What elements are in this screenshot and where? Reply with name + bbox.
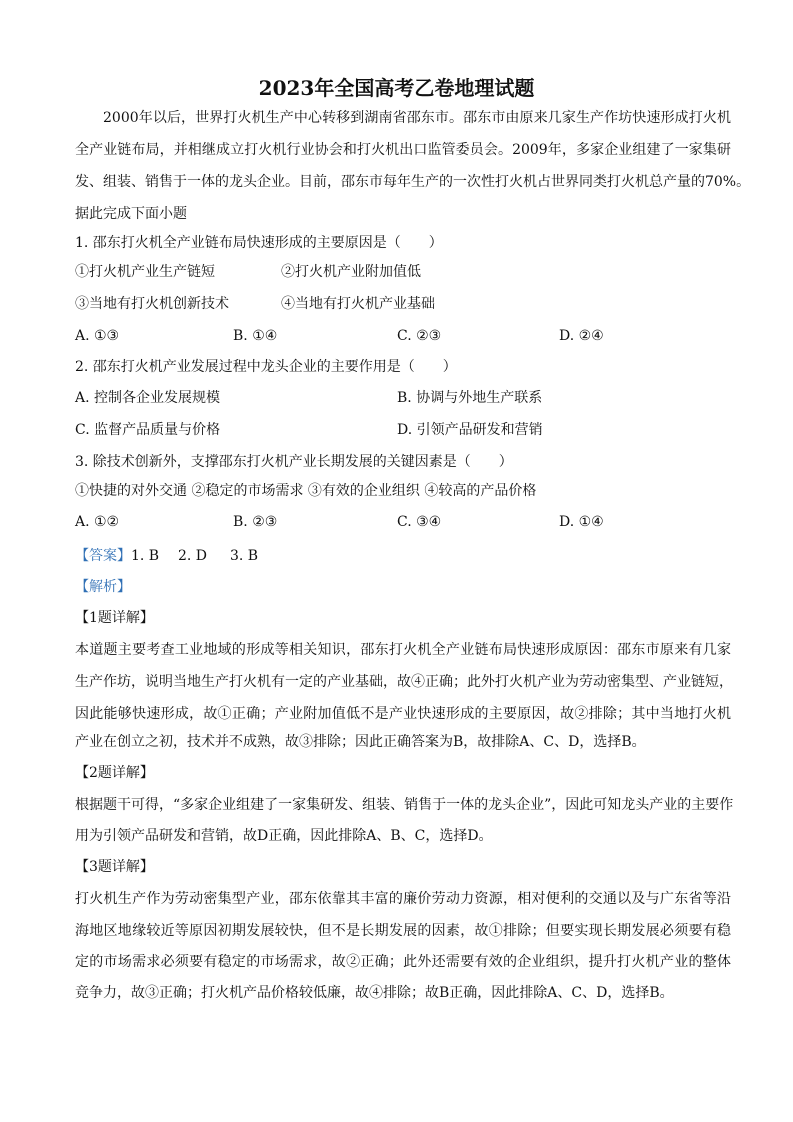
question-1-items xyxy=(75,261,731,283)
intro-line: 全产业链布局，并相继成立打火机行业协会和打火机出口监管委员会。2009年，多家企业组建了一家集研 xyxy=(75,142,731,158)
intro-line: 2000年以后，世界打火机生产中心转移到湖南省邵东市。邵东市由原来几家生产作坊快速形成打火机 xyxy=(103,110,731,126)
detail-line: 打火机生产作为劳动密集型产业，邵东依靠其丰富的廉价劳动力资源，相对便利的交通以及与广东省等沿 xyxy=(75,891,731,907)
option-c: C. ③④ xyxy=(397,514,442,530)
detail-line: 产业在创立之初，技术并不成熟，故③排除；因此正确答案为B，故排除A、C、D，选择B。 xyxy=(75,734,646,750)
question-3-options xyxy=(75,511,731,533)
detail-line: 生产作坊，说明当地生产打火机有一定的产业基础，故④正确；此外打火机产业为劳动密集型、产业链短， xyxy=(75,674,733,690)
answer-value: 2. D xyxy=(178,548,208,564)
item: ④当地有打火机产业基础 xyxy=(281,296,435,312)
detail-1-heading: 【1题详解】 xyxy=(75,610,154,626)
detail-line: 用为引领产品研发和营销，故D正确，因此排除A、B、C，选择D。 xyxy=(75,828,493,844)
question-2-options xyxy=(75,387,731,409)
question-3-stem: 3. 除技术创新外，支撑邵东打火机产业长期发展的关键因素是（ ） xyxy=(75,454,513,470)
detail-line: 本道题主要考查工业地域的形成等相关知识，邵东打火机全产业链布局快速形成原因：邵东市原来有几家 xyxy=(75,642,731,658)
question-1-options xyxy=(75,325,731,347)
answer-label: 【答案】 xyxy=(75,548,131,564)
question-3-items: ①快捷的对外交通 ②稳定的市场需求 ③有效的企业组织 ④较高的产品价格 xyxy=(75,483,537,499)
analysis-label: 【解析】 xyxy=(75,579,131,595)
question-1-items xyxy=(75,293,731,315)
question-2-options xyxy=(75,419,731,441)
detail-line: 因此能够快速形成，故①正确；产业附加值低不是产业快速形成的主要原因，故②排除；其中当地打火机 xyxy=(75,706,731,722)
detail-3-heading: 【3题详解】 xyxy=(75,859,154,875)
option-b: B. ①④ xyxy=(233,328,278,344)
option-c: C. ②③ xyxy=(397,328,442,344)
intro-line: 发、组装、销售于一体的龙头企业。目前，邵东市每年生产的一次性打火机占世界同类打火机总产量的70%。 xyxy=(75,174,751,190)
answer-value: 3. B xyxy=(230,548,259,564)
detail-line: 定的市场需求必须要有稳定的市场需求，故②正确；此外还需要有效的企业组织，提升打火机产业的整体 xyxy=(75,954,731,970)
item: ①打火机产业生产链短 xyxy=(75,264,215,280)
option-d: D. ②④ xyxy=(559,328,604,344)
detail-line: 根据题干可得，“多家企业组建了一家集研发、组装、销售于一体的龙头企业”，因此可知龙头产业的主要作 xyxy=(75,797,734,813)
option-b: B. 协调与外地生产联系 xyxy=(397,390,543,406)
question-1-stem: 1. 邵东打火机全产业链布局快速形成的主要原因是（ ） xyxy=(75,235,443,251)
option-d: D. ①④ xyxy=(559,514,604,530)
detail-line: 海地区地缘较近等原因初期发展较快，但不是长期发展的因素，故①排除；但要实现长期发展必须要有稳 xyxy=(75,923,731,939)
page-title: 2023年全国高考乙卷地理试题 xyxy=(258,76,535,100)
option-a: A. ①② xyxy=(75,514,120,530)
option-a: A. 控制各企业发展规模 xyxy=(75,390,221,406)
detail-2-heading: 【2题详解】 xyxy=(75,765,154,781)
option-a: A. ①③ xyxy=(75,328,120,344)
option-b: B. ②③ xyxy=(233,514,278,530)
item: ②打火机产业附加值低 xyxy=(281,264,421,280)
intro-line: 据此完成下面小题 xyxy=(75,206,187,222)
option-c: C. 监督产品质量与价格 xyxy=(75,422,221,438)
item: ③当地有打火机创新技术 xyxy=(75,296,229,312)
answer-value: 1. B xyxy=(131,548,160,564)
option-d: D. 引领产品研发和营销 xyxy=(397,422,543,438)
answer-line xyxy=(75,545,731,567)
detail-line: 竞争力，故③正确；打火机产品价格较低廉，故④排除；故B正确，因此排除A、C、D，选择B。 xyxy=(75,985,674,1001)
question-2-stem: 2. 邵东打火机产业发展过程中龙头企业的主要作用是（ ） xyxy=(75,359,457,375)
